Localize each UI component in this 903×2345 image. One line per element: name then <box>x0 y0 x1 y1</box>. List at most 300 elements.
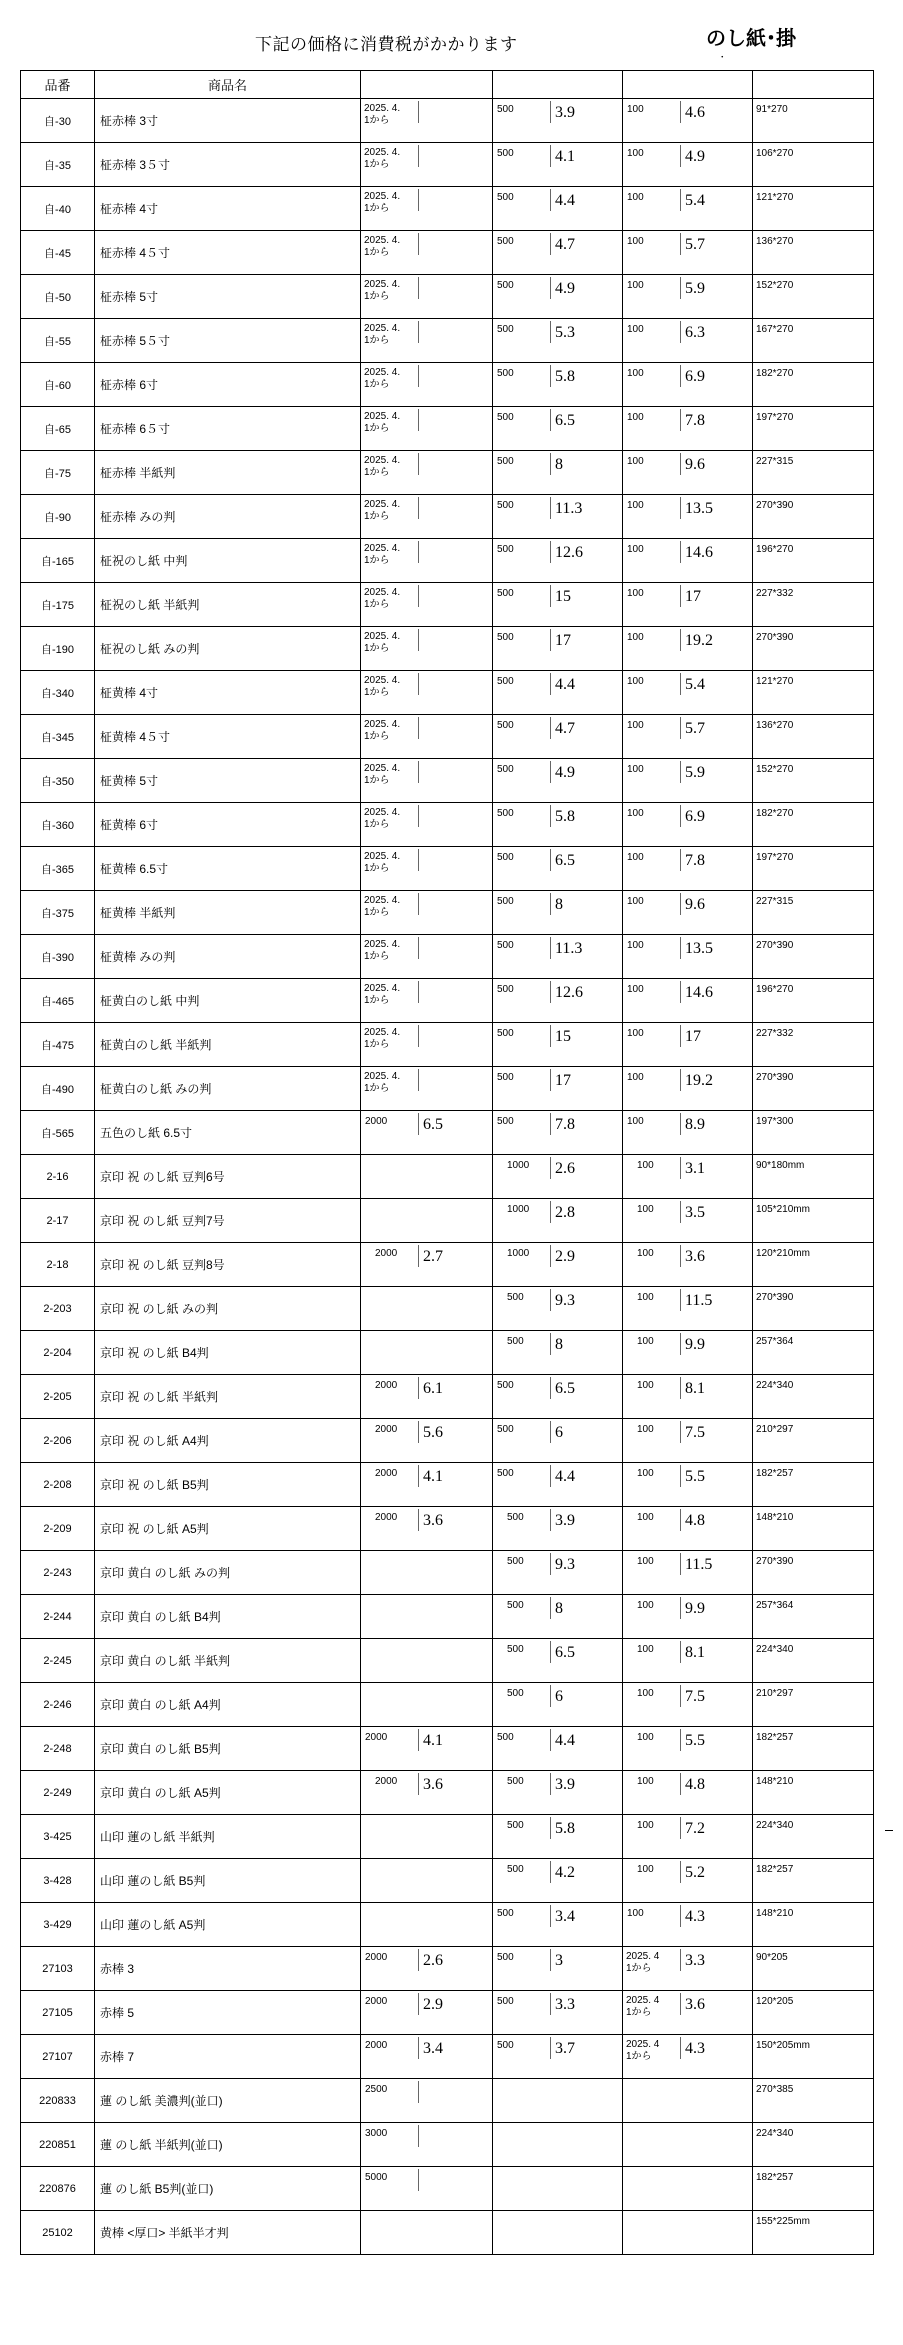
lot-quantity: 100 <box>637 1336 654 1347</box>
effective-date: 2025. 4. 1から <box>364 323 401 346</box>
table-row <box>21 275 874 319</box>
lot-quantity: 2000 <box>375 1424 398 1435</box>
cell-divider <box>418 2125 419 2147</box>
cell-divider <box>550 365 551 387</box>
product-name: 京印 祝 のし紙 豆判6号 <box>95 1155 361 1199</box>
effective-date: 2025. 4. 1から <box>364 367 401 390</box>
table-row <box>21 627 874 671</box>
paper-size: 270*385 <box>753 2079 874 2123</box>
cell-divider <box>418 101 419 123</box>
table-header-row <box>21 71 874 99</box>
table-row <box>21 847 874 891</box>
paper-size: 121*270 <box>753 671 874 715</box>
lot-quantity: 100 <box>627 544 644 555</box>
cell-divider <box>680 1201 681 1223</box>
paper-size: 148*210 <box>753 1771 874 1815</box>
unit-price: 9.3 <box>555 1556 575 1573</box>
lot-quantity: 500 <box>497 852 514 863</box>
unit-price: 9.9 <box>685 1336 705 1353</box>
lot-quantity: 100 <box>627 324 644 335</box>
cell-divider <box>550 1245 551 1267</box>
price-cell-1 <box>361 275 493 319</box>
product-code: 自-475 <box>21 1023 95 1067</box>
table-row <box>21 1903 874 1947</box>
table-body <box>21 99 874 2255</box>
cell-divider <box>680 1509 681 1531</box>
price-cell-2 <box>493 1903 623 1947</box>
lot-quantity: 100 <box>637 1160 654 1171</box>
lot-quantity: 500 <box>497 192 514 203</box>
table-row <box>21 187 874 231</box>
effective-date: 2025. 4 1から <box>626 1951 660 1974</box>
price-cell-1 <box>361 1199 493 1243</box>
lot-quantity: 500 <box>497 1908 514 1919</box>
unit-price: 2.9 <box>555 1248 575 1265</box>
cell-divider <box>418 717 419 739</box>
lot-quantity: 500 <box>497 236 514 247</box>
unit-price: 4.8 <box>685 1776 705 1793</box>
cell-divider <box>550 1861 551 1883</box>
lot-quantity: 500 <box>497 280 514 291</box>
price-cell-2 <box>493 715 623 759</box>
price-cell-2 <box>493 1111 623 1155</box>
effective-date: 2025. 4. 1から <box>364 235 401 258</box>
cell-divider <box>680 1553 681 1575</box>
lot-quantity: 100 <box>627 500 644 511</box>
table-row <box>21 1023 874 1067</box>
table-row <box>21 1287 874 1331</box>
price-cell-1 <box>361 583 493 627</box>
cell-divider <box>680 365 681 387</box>
product-name: 柾黄棒 6.5寸 <box>95 847 361 891</box>
effective-date: 2025. 4 1から <box>626 1995 660 2018</box>
table-row <box>21 759 874 803</box>
cell-divider <box>680 585 681 607</box>
product-name: 柾赤棒 みの判 <box>95 495 361 539</box>
cell-divider <box>680 1949 681 1971</box>
lot-quantity: 2000 <box>375 1380 398 1391</box>
table-row <box>21 1683 874 1727</box>
unit-price: 3.4 <box>555 1908 575 1925</box>
lot-quantity: 2500 <box>365 2084 388 2095</box>
cell-divider <box>550 1333 551 1355</box>
price-cell-1 <box>361 451 493 495</box>
product-name: 柾赤棒 6５寸 <box>95 407 361 451</box>
price-cell-1 <box>361 187 493 231</box>
unit-price: 14.6 <box>685 544 713 561</box>
unit-price: 7.5 <box>685 1424 705 1441</box>
lot-quantity: 100 <box>627 676 644 687</box>
product-code: 自-390 <box>21 935 95 979</box>
lot-quantity: 500 <box>497 1732 514 1743</box>
product-code: 2-248 <box>21 1727 95 1771</box>
cell-divider <box>680 893 681 915</box>
cell-divider <box>418 1025 419 1047</box>
price-cell-3 <box>623 1287 753 1331</box>
cell-divider <box>550 1949 551 1971</box>
table-row <box>21 803 874 847</box>
lot-quantity: 500 <box>507 1864 524 1875</box>
unit-price: 3.6 <box>423 1512 443 1529</box>
unit-price: 17 <box>555 632 571 649</box>
unit-price: 13.5 <box>685 940 713 957</box>
lot-quantity: 500 <box>507 1556 524 1567</box>
unit-price: 17 <box>555 1072 571 1089</box>
lot-quantity: 500 <box>497 456 514 467</box>
cell-divider <box>418 1245 419 1267</box>
lot-quantity: 500 <box>497 1072 514 1083</box>
lot-quantity: 100 <box>627 104 644 115</box>
lot-quantity: 2000 <box>375 1248 398 1259</box>
product-name: 柾赤棒 3寸 <box>95 99 361 143</box>
col-header-code: 品番 <box>21 71 95 99</box>
unit-price: 12.6 <box>555 984 583 1001</box>
cell-divider <box>550 1201 551 1223</box>
cell-divider <box>680 277 681 299</box>
cell-divider <box>550 937 551 959</box>
product-name: 柾祝のし紙 みの判 <box>95 627 361 671</box>
table-row <box>21 1639 874 1683</box>
lot-quantity: 2000 <box>375 1776 398 1787</box>
effective-date: 2025. 4. 1から <box>364 631 401 654</box>
price-cell-1 <box>361 539 493 583</box>
product-code: 2-243 <box>21 1551 95 1595</box>
price-cell-1 <box>361 2079 493 2123</box>
cell-divider <box>418 629 419 651</box>
cell-divider <box>680 1377 681 1399</box>
product-code: 自-30 <box>21 99 95 143</box>
cell-divider <box>550 1509 551 1531</box>
price-cell-1 <box>361 2211 493 2255</box>
paper-size: 270*390 <box>753 1551 874 1595</box>
paper-size: 182*257 <box>753 2167 874 2211</box>
unit-price: 3 <box>555 1952 563 1969</box>
unit-price: 4.9 <box>555 764 575 781</box>
unit-price: 9.3 <box>555 1292 575 1309</box>
cell-divider <box>550 1905 551 1927</box>
cell-divider <box>418 585 419 607</box>
table-row <box>21 671 874 715</box>
cell-divider <box>550 1377 551 1399</box>
cell-divider <box>550 805 551 827</box>
price-cell-1 <box>361 1507 493 1551</box>
price-cell-1 <box>361 1243 493 1287</box>
price-cell-3 <box>623 671 753 715</box>
cell-divider <box>418 761 419 783</box>
cell-divider <box>680 1861 681 1883</box>
price-cell-3 <box>623 407 753 451</box>
product-name: 京印 祝 のし紙 みの判 <box>95 1287 361 1331</box>
table-row <box>21 583 874 627</box>
price-cell-2 <box>493 847 623 891</box>
unit-price: 5.5 <box>685 1468 705 1485</box>
table-row <box>21 979 874 1023</box>
unit-price: 11.5 <box>685 1292 713 1309</box>
unit-price: 11.3 <box>555 940 583 957</box>
paper-size: 148*210 <box>753 1903 874 1947</box>
price-cell-3 <box>623 1815 753 1859</box>
product-name: 京印 黄白 のし紙 みの判 <box>95 1551 361 1595</box>
price-cell-2 <box>493 1419 623 1463</box>
effective-date: 2025. 4. 1から <box>364 147 401 170</box>
effective-date: 2025. 4. 1から <box>364 763 401 786</box>
product-name: 京印 黄白 のし紙 半紙判 <box>95 1639 361 1683</box>
price-cell-3 <box>623 231 753 275</box>
price-cell-3 <box>623 935 753 979</box>
price-cell-2 <box>493 539 623 583</box>
lot-quantity: 100 <box>637 1556 654 1567</box>
unit-price: 5.8 <box>555 1820 575 1837</box>
cell-divider <box>680 1685 681 1707</box>
price-cell-2 <box>493 231 623 275</box>
paper-size: 155*225mm <box>753 2211 874 2255</box>
price-cell-2 <box>493 363 623 407</box>
product-name: 赤棒 7 <box>95 2035 361 2079</box>
lot-quantity: 100 <box>637 1424 654 1435</box>
unit-price: 4.7 <box>555 236 575 253</box>
cell-divider <box>680 1113 681 1135</box>
product-code: 自-75 <box>21 451 95 495</box>
product-code: 自-175 <box>21 583 95 627</box>
cell-divider <box>680 717 681 739</box>
product-name: 京印 祝 のし紙 豆判8号 <box>95 1243 361 1287</box>
unit-price: 2.6 <box>555 1160 575 1177</box>
price-cell-3 <box>623 1331 753 1375</box>
unit-price: 19.2 <box>685 632 713 649</box>
col-header-size <box>753 71 874 99</box>
product-code: 2-249 <box>21 1771 95 1815</box>
cell-divider <box>680 1905 681 1927</box>
price-cell-1 <box>361 2123 493 2167</box>
cell-divider <box>680 805 681 827</box>
price-cell-1 <box>361 2167 493 2211</box>
price-cell-3 <box>623 363 753 407</box>
cell-divider <box>550 673 551 695</box>
table-row <box>21 143 874 187</box>
cell-divider <box>550 761 551 783</box>
unit-price: 4.3 <box>685 1908 705 1925</box>
cell-divider <box>550 981 551 1003</box>
unit-price: 6.3 <box>685 324 705 341</box>
product-code: 自-65 <box>21 407 95 451</box>
price-cell-1 <box>361 1331 493 1375</box>
price-cell-1 <box>361 231 493 275</box>
cell-divider <box>680 1289 681 1311</box>
table-row <box>21 1155 874 1199</box>
product-name: 黄棒 <厚口> 半紙半才判 <box>95 2211 361 2255</box>
lot-quantity: 500 <box>507 1336 524 1347</box>
cell-divider <box>680 1817 681 1839</box>
price-cell-1 <box>361 1903 493 1947</box>
product-name: 京印 祝 のし紙 A4判 <box>95 1419 361 1463</box>
product-name: 柾赤棒 6寸 <box>95 363 361 407</box>
paper-size: 224*340 <box>753 1639 874 1683</box>
cell-divider <box>418 805 419 827</box>
unit-price: 4.1 <box>423 1468 443 1485</box>
product-code: 自-35 <box>21 143 95 187</box>
price-cell-3 <box>623 1595 753 1639</box>
lot-quantity: 100 <box>627 1116 644 1127</box>
price-cell-3 <box>623 275 753 319</box>
unit-price: 3.6 <box>685 1996 705 2013</box>
cell-divider <box>680 1993 681 2015</box>
unit-price: 6.5 <box>555 852 575 869</box>
lot-quantity: 2000 <box>375 1512 398 1523</box>
table-row <box>21 1771 874 1815</box>
paper-size: 257*364 <box>753 1595 874 1639</box>
price-cell-1 <box>361 1683 493 1727</box>
table-row <box>21 1551 874 1595</box>
cell-divider <box>680 1069 681 1091</box>
cell-divider <box>550 277 551 299</box>
cell-divider <box>418 409 419 431</box>
unit-price: 2.9 <box>423 1996 443 2013</box>
price-cell-2 <box>493 1551 623 1595</box>
cell-divider <box>680 1157 681 1179</box>
product-name: 京印 黄白 のし紙 A5判 <box>95 1771 361 1815</box>
cell-divider <box>418 1069 419 1091</box>
price-cell-1 <box>361 1023 493 1067</box>
price-cell-2 <box>493 495 623 539</box>
table-row <box>21 495 874 539</box>
unit-price: 6.5 <box>555 412 575 429</box>
paper-size: 270*390 <box>753 495 874 539</box>
effective-date: 2025. 4. 1から <box>364 719 401 742</box>
unit-price: 4.7 <box>555 720 575 737</box>
category-title: のし紙･掛 <box>706 26 796 50</box>
price-cell-3 <box>623 143 753 187</box>
price-cell-3 <box>623 1727 753 1771</box>
lot-quantity: 2000 <box>365 1116 388 1127</box>
price-cell-2 <box>493 1771 623 1815</box>
cell-divider <box>418 1993 419 2015</box>
product-name: 赤棒 5 <box>95 1991 361 2035</box>
price-cell-3 <box>623 1903 753 1947</box>
product-code: 2-16 <box>21 1155 95 1199</box>
cell-divider <box>418 1377 419 1399</box>
cell-divider <box>550 1993 551 2015</box>
product-name: 柾黄白のし紙 みの判 <box>95 1067 361 1111</box>
price-cell-3 <box>623 1507 753 1551</box>
paper-size: 152*270 <box>753 759 874 803</box>
cell-divider <box>550 1641 551 1663</box>
product-code: 3-425 <box>21 1815 95 1859</box>
cell-divider <box>550 453 551 475</box>
paper-size: 227*332 <box>753 1023 874 1067</box>
cell-divider <box>418 1113 419 1135</box>
lot-quantity: 1000 <box>507 1160 530 1171</box>
price-cell-1 <box>361 935 493 979</box>
cell-divider <box>550 1729 551 1751</box>
unit-price: 4.4 <box>555 1732 575 1749</box>
price-cell-3 <box>623 2211 753 2255</box>
category-dot: ･ <box>720 53 725 63</box>
cell-divider <box>418 541 419 563</box>
lot-quantity: 100 <box>627 764 644 775</box>
lot-quantity: 100 <box>627 632 644 643</box>
cell-divider <box>550 321 551 343</box>
table-row <box>21 1991 874 2035</box>
lot-quantity: 500 <box>497 940 514 951</box>
unit-price: 2.6 <box>423 1952 443 1969</box>
lot-quantity: 500 <box>497 1952 514 1963</box>
table-row <box>21 1859 874 1903</box>
cell-divider <box>418 2081 419 2103</box>
price-cell-2 <box>493 319 623 363</box>
lot-quantity: 100 <box>637 1820 654 1831</box>
paper-size: 196*270 <box>753 539 874 583</box>
paper-size: 91*270 <box>753 99 874 143</box>
product-name: 山印 蓮のし紙 B5判 <box>95 1859 361 1903</box>
product-code: 2-245 <box>21 1639 95 1683</box>
unit-price: 7.5 <box>685 1688 705 1705</box>
effective-date: 2025. 4. 1から <box>364 983 401 1006</box>
lot-quantity: 5000 <box>365 2172 388 2183</box>
cell-divider <box>680 453 681 475</box>
unit-price: 4.9 <box>555 280 575 297</box>
lot-quantity: 500 <box>497 808 514 819</box>
paper-size: 270*390 <box>753 935 874 979</box>
lot-quantity: 500 <box>497 764 514 775</box>
lot-quantity: 3000 <box>365 2128 388 2139</box>
paper-size: 182*257 <box>753 1463 874 1507</box>
product-code: 自-50 <box>21 275 95 319</box>
table-row <box>21 319 874 363</box>
price-cell-1 <box>361 363 493 407</box>
price-cell-1 <box>361 1375 493 1419</box>
price-cell-2 <box>493 1287 623 1331</box>
product-name: 柾黄棒 5寸 <box>95 759 361 803</box>
price-cell-1 <box>361 495 493 539</box>
cell-divider <box>680 189 681 211</box>
paper-size: 182*257 <box>753 1727 874 1771</box>
cell-divider <box>418 2169 419 2191</box>
cell-divider <box>550 189 551 211</box>
price-cell-1 <box>361 2035 493 2079</box>
unit-price: 17 <box>685 1028 701 1045</box>
lot-quantity: 100 <box>637 1512 654 1523</box>
price-cell-2 <box>493 627 623 671</box>
lot-quantity: 100 <box>627 1028 644 1039</box>
price-cell-3 <box>623 451 753 495</box>
lot-quantity: 100 <box>637 1248 654 1259</box>
unit-price: 9.6 <box>685 896 705 913</box>
cell-divider <box>680 1245 681 1267</box>
price-cell-2 <box>493 583 623 627</box>
price-cell-1 <box>361 319 493 363</box>
price-cell-3 <box>623 1375 753 1419</box>
price-cell-3 <box>623 1551 753 1595</box>
table-row <box>21 1595 874 1639</box>
cell-divider <box>550 1553 551 1575</box>
product-name: 柾祝のし紙 半紙判 <box>95 583 361 627</box>
unit-price: 13.5 <box>685 500 713 517</box>
paper-size: 224*340 <box>753 1815 874 1859</box>
table-row <box>21 99 874 143</box>
price-table <box>20 70 874 2255</box>
cell-divider <box>418 233 419 255</box>
unit-price: 14.6 <box>685 984 713 1001</box>
unit-price: 8 <box>555 896 563 913</box>
paper-size: 270*390 <box>753 1287 874 1331</box>
product-code: 自-340 <box>21 671 95 715</box>
table-row <box>21 1067 874 1111</box>
effective-date: 2025. 4. 1から <box>364 191 401 214</box>
unit-price: 2.8 <box>555 1204 575 1221</box>
effective-date: 2025. 4. 1から <box>364 543 401 566</box>
cell-divider <box>418 1509 419 1531</box>
effective-date: 2025. 4. 1から <box>364 851 401 874</box>
